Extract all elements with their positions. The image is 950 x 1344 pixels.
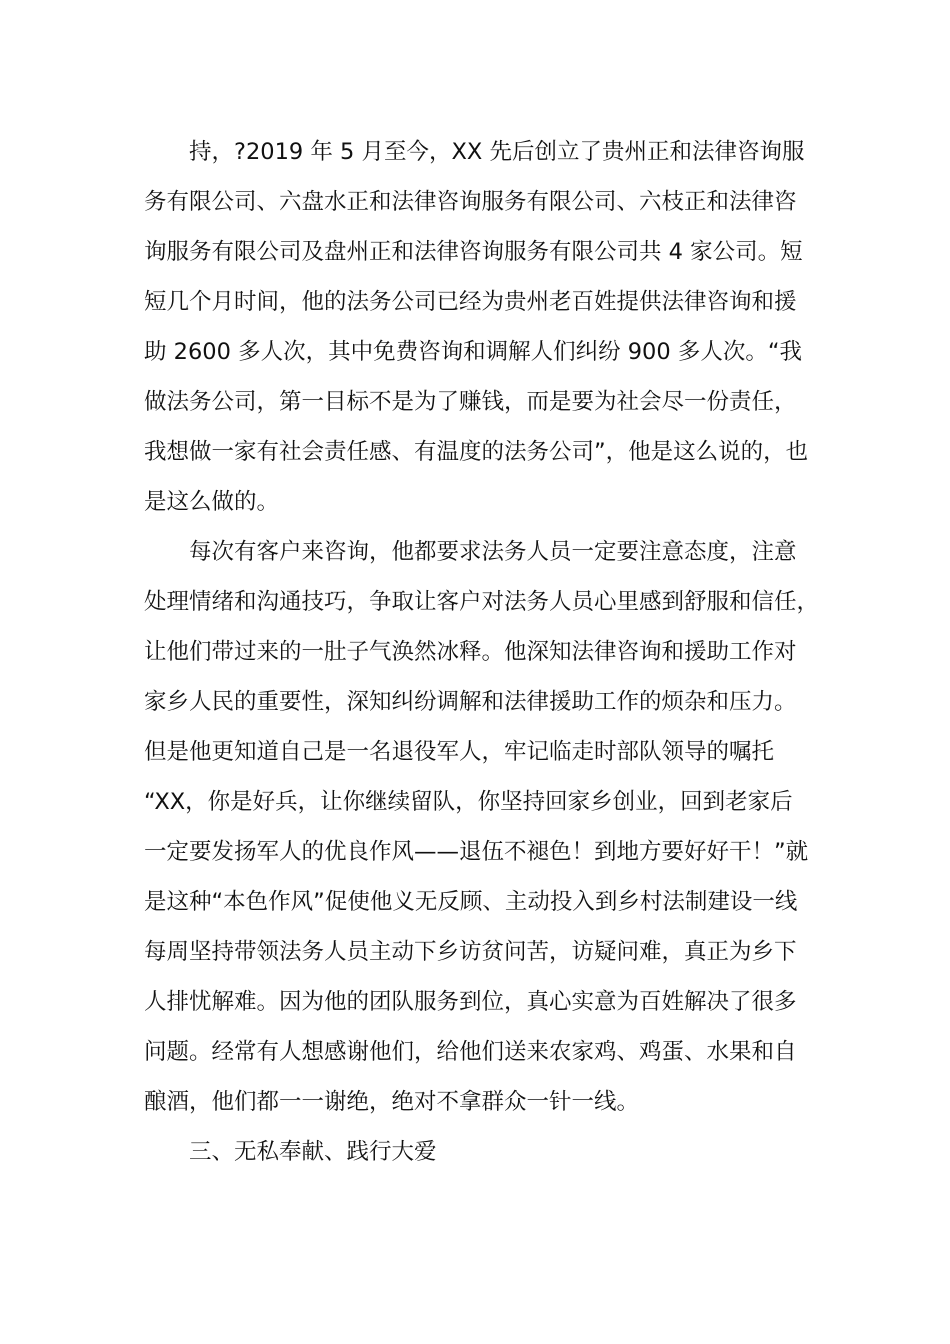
text-line: “XX，你是好兵，让你继续留队，你坚持回家乡创业，回到老家后 xyxy=(144,789,793,815)
text-line: 酿酒，他们都一一谢绝，绝对不拿群众一针一线。 xyxy=(144,1089,640,1115)
text-line: 让他们带过来的一肚子气涣然冰释。他深知法律咨询和援助工作对 xyxy=(144,639,797,665)
text-line: 家乡人民的重要性，深知纠纷调解和法律援助工作的烦杂和压力。 xyxy=(144,689,797,715)
text-line: 短几个月时间，他的法务公司已经为贵州老百姓提供法律咨询和援 xyxy=(144,289,797,315)
text-line: 询服务有限公司及盘州正和法律咨询服务有限公司共 4 家公司。短 xyxy=(144,239,803,265)
text-line: 是这么做的。 xyxy=(144,489,280,515)
text-line: 一定要发扬军人的优良作风——退伍不褪色！到地方要好好干！”就 xyxy=(144,839,809,865)
text-line: 每周坚持带领法务人员主动下乡访贫问苦，访疑问难，真正为乡下 xyxy=(144,939,797,965)
text-line: 每次有客户来咨询，他都要求法务人员一定要注意态度，注意 xyxy=(189,539,797,565)
text-line: 我想做一家有社会责任感、有温度的法务公司”，他是这么说的，也 xyxy=(144,439,809,465)
text-line: 持，?2019 年 5 月至今，XX 先后创立了贵州正和法律咨询服 xyxy=(189,139,805,165)
text-line: 人排忧解难。因为他的团队服务到位，真心实意为百姓解决了很多 xyxy=(144,989,797,1015)
text-line: 助 2600 多人次，其中免费咨询和调解人们纠纷 900 多人次。“我 xyxy=(144,339,802,365)
text-line: 但是他更知道自己是一名退役军人，牢记临走时部队领导的嘱托 xyxy=(144,739,775,765)
text-line: 做法务公司，第一目标不是为了赚钱，而是要为社会尽一份责任， xyxy=(144,389,797,415)
text-line: 务有限公司、六盘水正和法律咨询服务有限公司、六枝正和法律咨 xyxy=(144,189,797,215)
text-line: 是这种“本色作风”促使他义无反顾、主动投入到乡村法制建设一线 xyxy=(144,889,798,915)
text-line: 问题。经常有人想感谢他们，给他们送来农家鸡、鸡蛋、水果和自 xyxy=(144,1039,797,1065)
section-heading: 三、无私奉献、践行大爱 xyxy=(189,1139,437,1165)
text-line: 处理情绪和沟通技巧，争取让客户对法务人员心里感到舒服和信任， xyxy=(144,589,820,615)
